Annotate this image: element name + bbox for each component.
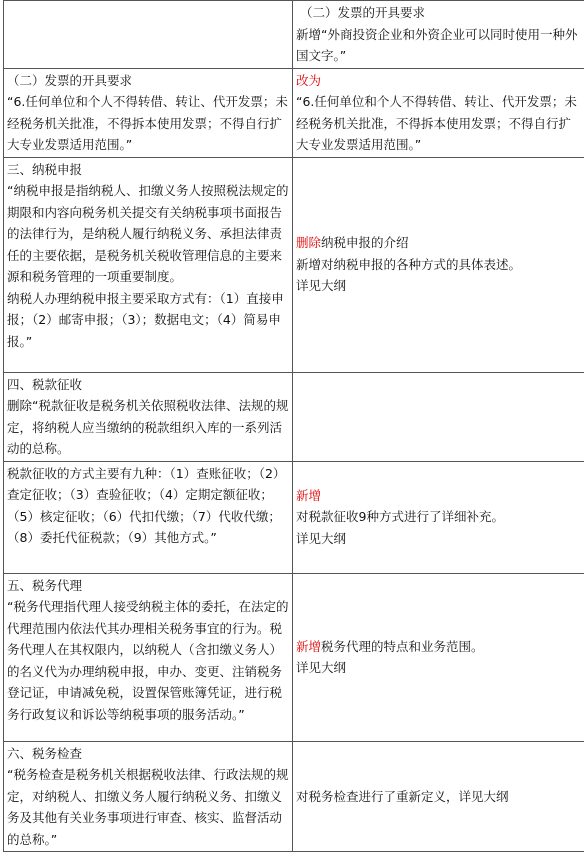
left-heading: 三、纳税申报 xyxy=(7,159,289,181)
right-text: 纳税申报的介绍 xyxy=(321,235,409,250)
right-text: 新增对纳税申报的各种方式的具体表述。 xyxy=(296,254,582,276)
right-cell xyxy=(293,157,584,372)
table-row xyxy=(4,157,584,372)
right-text: 详见大纲 xyxy=(296,275,582,297)
table-row xyxy=(4,1,584,69)
left-heading: （二）发票的开具要求 xyxy=(7,70,289,92)
left-text: “税务检查是税务机关根据税收法律、行政法规的规定，对纳税人、扣缴义务人履行纳税义务、扣缴义务及其他有关业务事项进行审查、核实、监督活动的总称。” xyxy=(7,764,289,850)
left-cell xyxy=(4,573,293,741)
table-row xyxy=(4,741,584,852)
table-row xyxy=(4,68,584,157)
left-cell xyxy=(4,1,293,69)
comparison-table xyxy=(3,0,584,852)
left-heading: 四、税款征收 xyxy=(7,374,289,396)
right-cell xyxy=(293,573,584,741)
left-text: “纳税申报是指纳税人、扣缴义务人按照税法规定的期限和内容向税务机关提交有关纳税事项书面报告的法律行为，是纳税人履行纳税义务、承担法律责任的主要依据，是税务机关税收管理信息的主要来源和税务管理的一项重要制度。 xyxy=(7,180,289,288)
left-cell xyxy=(4,741,293,852)
right-cell xyxy=(293,741,584,852)
change-label: 新增 xyxy=(296,485,582,507)
right-text: 详见大纲 xyxy=(296,528,582,550)
right-cell xyxy=(293,68,584,157)
change-label: 新增 xyxy=(296,639,321,654)
left-text: 纳税人办理纳税申报主要采取方式有：（1）直接申报；（2）邮寄申报；（3）；数据电文；（4）简易申报。” xyxy=(7,288,289,353)
left-heading: 六、税务检查 xyxy=(7,743,289,765)
right-cell xyxy=(293,1,584,69)
left-cell xyxy=(4,68,293,157)
change-label: 改为 xyxy=(296,70,582,92)
table-row xyxy=(4,573,584,741)
left-text: “6.任何单位和个人不得转借、转让、代开发票；未经税务机关批准，不得拆本使用发票；不得自行扩大专业发票适用范围。” xyxy=(7,91,289,156)
left-cell xyxy=(4,372,293,461)
table-row xyxy=(4,372,584,461)
right-text: 税务代理的特点和业务范围。 xyxy=(321,639,484,654)
right-text: 新增“外商投资企业和外资企业可以同时使用一种外国文字。” xyxy=(296,24,582,67)
right-text: “6.任何单位和个人不得转借、转让、代开发票；未经税务机关批准，不得拆本使用发票；不得自行扩大专业发票适用范围。” xyxy=(296,91,582,156)
left-text: 税款征收的方式主要有九种：（1）查账征收；（2）查定征收；（3）查验征收；（4）定期定额征收；（5）核定征收；（6）代扣代缴；（7）代收代缴；（8）委托代征税款；（9）其他方式。” xyxy=(7,463,289,549)
left-cell xyxy=(4,461,293,573)
right-heading: （二）发票的开具要求 xyxy=(296,2,582,24)
right-text: 对税务检查进行了重新定义，详见大纲 xyxy=(296,786,582,808)
right-text: 详见大纲 xyxy=(296,657,582,679)
change-label: 删除 xyxy=(296,235,321,250)
left-cell xyxy=(4,157,293,372)
right-text: 对税款征收9种方式进行了详细补充。 xyxy=(296,506,582,528)
right-cell xyxy=(293,461,584,573)
left-text: 删除“税款征收是税务机关依照税收法律、法规的规定，将纳税人应当缴纳的税款组织入库的一系列活动的总称。 xyxy=(7,395,289,460)
left-heading: 五、税务代理 xyxy=(7,575,289,597)
left-text: “税务代理指代理人接受纳税主体的委托，在法定的代理范围内依法代其办理相关税务事宜的行为。税务代理人在其权限内，以纳税人（含扣缴义务人）的名义代为办理纳税申报，申办、变更、注销税务登记证，申请减免税，设置保管账簿凭证，进行税务行政复议和诉讼等纳税事项的服务活动。” xyxy=(7,596,289,725)
right-cell xyxy=(293,372,584,461)
table-row xyxy=(4,461,584,573)
